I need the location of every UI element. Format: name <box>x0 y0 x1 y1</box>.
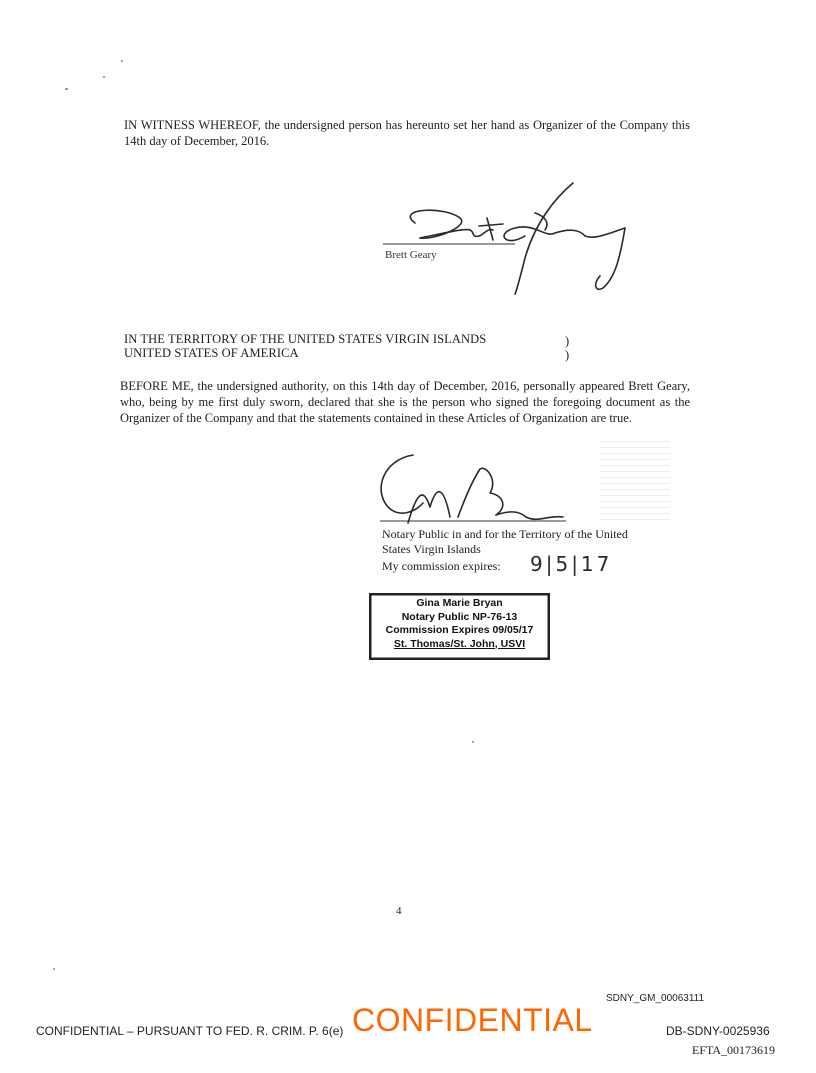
bates-number-top: SDNY_GM_00063111 <box>606 993 705 1004</box>
stamp-number: Notary Public NP-76-13 <box>401 610 518 623</box>
organizer-signature-image <box>375 178 645 298</box>
scan-speck <box>103 76 105 78</box>
witness-paragraph: IN WITNESS WHEREOF, the undersigned person has hereunto set her hand as Organizer of the Company this 14th day of December, 2016. <box>124 118 690 148</box>
venue-line-1: IN THE TERRITORY OF THE UNITED STATES VIRGIN ISLANDS <box>124 332 487 346</box>
organizer-printed-name: Brett Geary <box>385 249 437 261</box>
scan-speck <box>53 968 55 970</box>
notary-title-line-2: States Virgin Islands <box>382 542 481 556</box>
venue-paren-1: ) <box>565 334 570 348</box>
scan-speck <box>65 88 68 90</box>
notary-signature-image <box>368 445 568 525</box>
acknowledgment-paragraph: BEFORE ME, the undersigned authority, on this 14th day of December, 2016, personally appeared Brett Geary, who, being by me first duly sworn, declared that she is the person who signed the foregoing document as the Organizer of the Company and that the statements contained in these Articles of Organization are true. <box>120 379 690 425</box>
confidential-watermark: CONFIDENTIAL <box>352 1002 593 1038</box>
footer-bates-right: DB-SDNY-0025936 <box>666 1024 770 1038</box>
footer-efta-number: EFTA_00173619 <box>692 1043 776 1057</box>
venue-paren-2: ) <box>565 348 570 362</box>
scan-speck <box>121 60 123 62</box>
notary-title-line-1: Notary Public in and for the Territory of the United <box>382 527 628 541</box>
commission-expires-handwritten: 9|5|17 <box>530 552 613 576</box>
footer-confidential-left: CONFIDENTIAL – PURSUANT TO FED. R. CRIM. P. 6(e) <box>36 1024 344 1038</box>
stamp-name: Gina Marie Bryan <box>416 597 503 609</box>
notary-stamp <box>369 593 550 660</box>
stamp-expires: Commission Expires 09/05/17 <box>385 624 534 636</box>
stamp-location: St. Thomas/St. John, USVI <box>393 637 526 650</box>
commission-expires-label: My commission expires: <box>382 559 501 573</box>
page-number: 4 <box>396 905 402 917</box>
scan-ghost-marks <box>600 440 670 520</box>
venue-line-2: UNITED STATES OF AMERICA <box>124 346 299 360</box>
scan-speck <box>472 741 474 743</box>
